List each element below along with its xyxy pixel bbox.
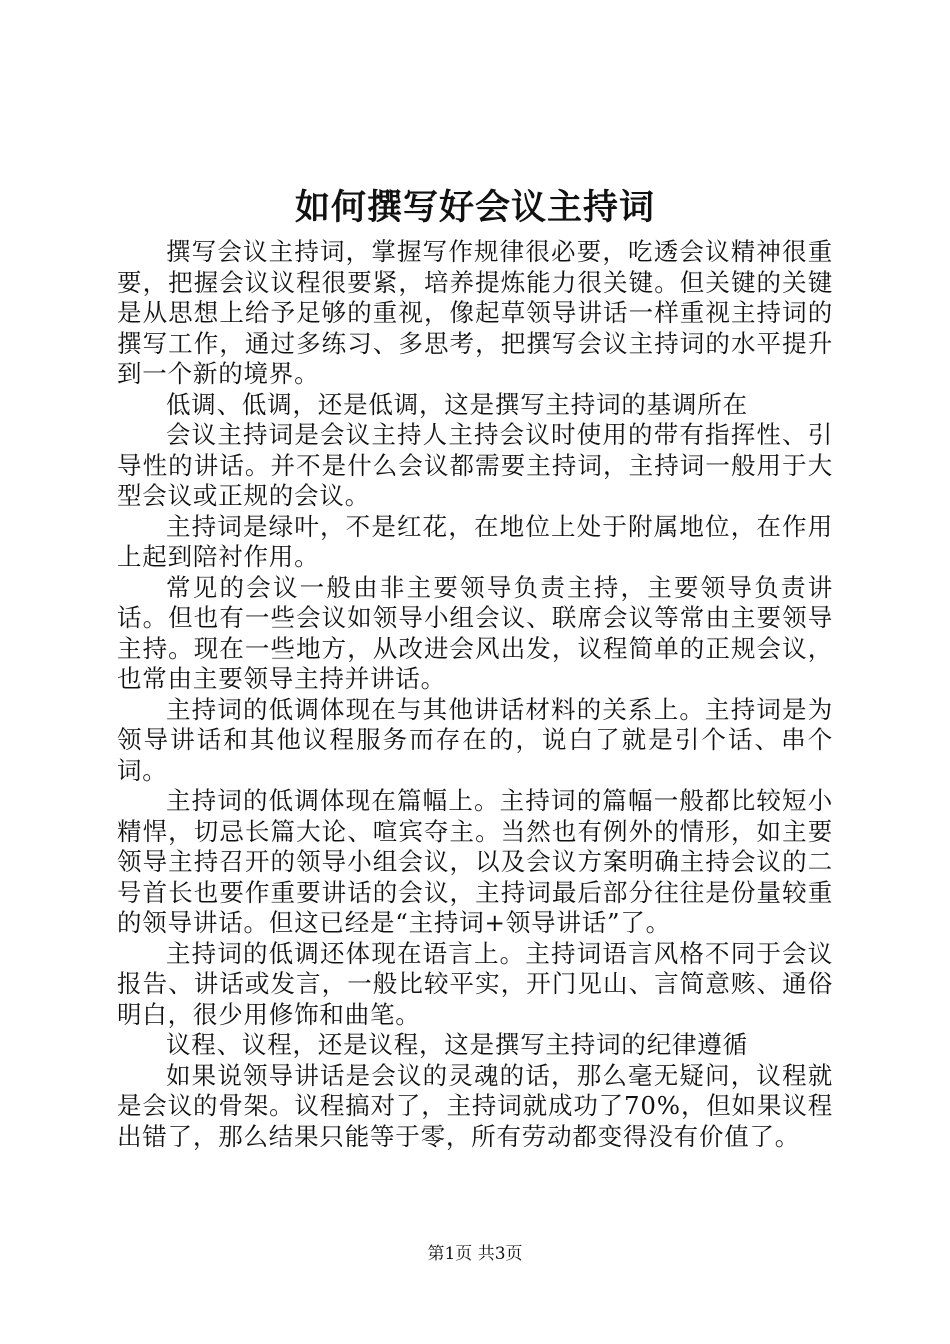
document-body <box>117 237 833 1152</box>
paragraph-low-key-relation: 主持词的低调体现在与其他讲话材料的关系上。主持词是为领导讲话和其他议程服务而存在的，说白了就是引个话、串个词。 <box>117 694 833 785</box>
paragraph-green-leaf: 主持词是绿叶，不是红花，在地位上处于附属地位，在作用上起到陪衬作用。 <box>117 511 833 571</box>
paragraph-agenda-skeleton: 如果说领导讲话是会议的灵魂的话，那么毫无疑问，议程就是会议的骨架。议程搞对了，主持词就成功了70%，但如果议程出错了，那么结果只能等于零，所有劳动都变得没有价值了。 <box>117 1060 833 1151</box>
section-heading-keynote: 低调、低调，还是低调，这是撰写主持词的基调所在 <box>166 389 748 419</box>
section-heading-agenda: 议程、议程，还是议程，这是撰写主持词的纪律遵循 <box>166 1030 748 1059</box>
document-title: 如何撰写好会议主持词 <box>294 187 655 228</box>
paragraph-common-meetings: 常见的会议一般由非主要领导负责主持，主要领导负责讲话。但也有一些会议如领导小组会议、联席会议等常由主要领导主持。现在一些地方，从改进会风出发，议程简单的正规会议，也常由主要领导主持并讲话。 <box>117 572 833 693</box>
paragraph-low-key-length: 主持词的低调体现在篇幅上。主持词的篇幅一般都比较短小精悍，切忌长篇大论、喧宾夺主。当然也有例外的情形，如主要领导主持召开的领导小组会议，以及会议方案明确主持会议的二号首长也要作重要讲话的会议，主持词最后部分往往是份量较重的领导讲话。但这已经是“主持词+领导讲话”了。 <box>117 786 833 937</box>
paragraph-intro: 撰写会议主持词，掌握写作规律很必要，吃透会议精神很重要，把握会议议程很要紧，培养提炼能力很关键。但关键的关键是从思想上给予足够的重视，像起草领导讲话一样重视主持词的撰写工作，通过多练习、多思考，把撰写会议主持词的水平提升到一个新的境界。 <box>117 237 833 388</box>
paragraph-definition: 会议主持词是会议主持人主持会议时使用的带有指挥性、引导性的讲话。并不是什么会议都需要主持词，主持词一般用于大型会议或正规的会议。 <box>117 420 833 510</box>
page-number-footer: 第1页 共3页 <box>427 1244 523 1264</box>
paragraph-low-key-language: 主持词的低调还体现在语言上。主持词语言风格不同于会议报告、讲话或发言，一般比较平实，开门见山、言简意赅、通俗明白，很少用修饰和曲笔。 <box>117 938 833 1029</box>
